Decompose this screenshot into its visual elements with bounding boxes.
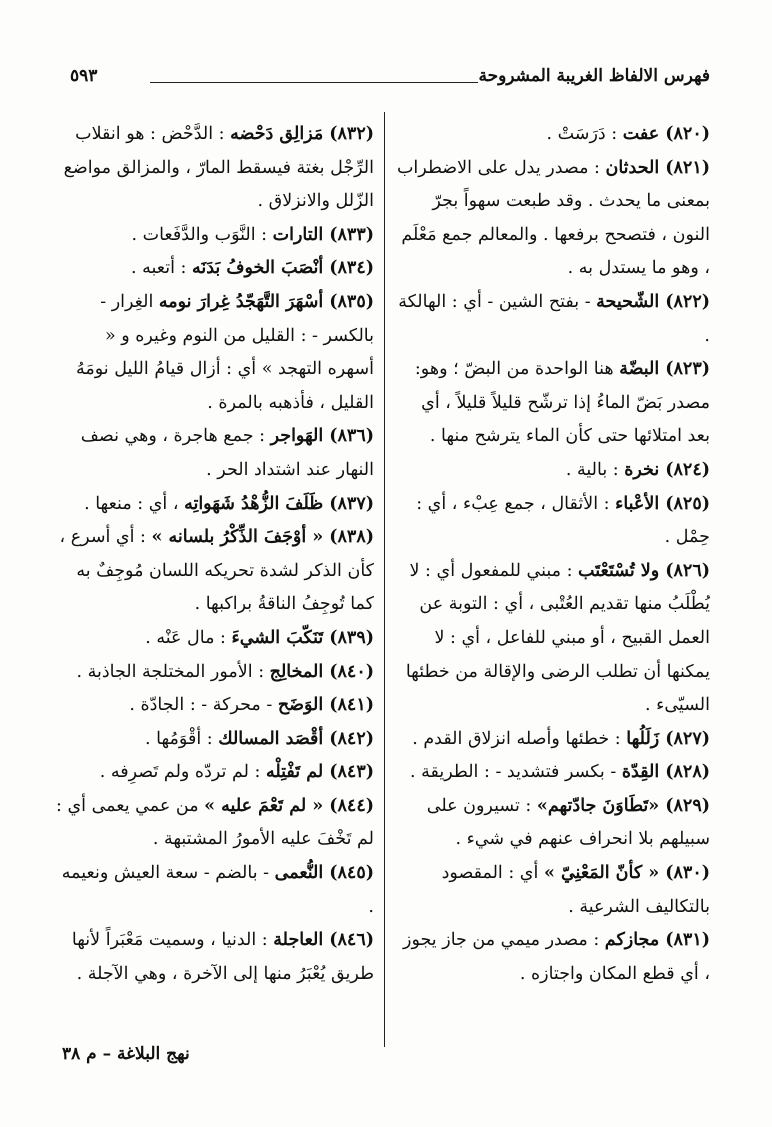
- entry-number: (٨٤٤): [329, 795, 374, 816]
- glossary-entry: [56, 656, 374, 690]
- entry-definition: الغِرار - بالكسر - : القليل من النوم وغيره و « أسهره التهجد » أي : أزال قيامُ الليل نومَهُ القليل ، فأذهبه بالمرة .: [76, 291, 374, 413]
- glossary-entry: [56, 219, 374, 253]
- entry-definition: : أي أسرع ، كأن الذكر لشدة تحريكه اللسان مُوجِفٌ به كما تُوجِفُ الناقةُ براكبها .: [59, 527, 374, 615]
- entry-number: (٨٢٠): [665, 124, 710, 144]
- glossary-entry: [395, 118, 710, 152]
- entry-definition: : جمع هاجرة ، وهي نصف النهار عند اشتداد الحر .: [80, 426, 374, 480]
- footer-signature: نهج البلاغة – م ٣٨: [62, 1044, 190, 1064]
- entry-number: (٨٣٤): [329, 258, 374, 279]
- glossary-entry: [56, 924, 374, 991]
- glossary-entry: [395, 454, 710, 488]
- entry-headword: مَزالِق دَحْضه: [230, 124, 324, 144]
- page-number: ٥٩٣: [70, 66, 98, 86]
- entry-headword: « أوْجَفَ الذِّكْرُ بلسانه »: [151, 527, 324, 548]
- entry-number: (٨٣١): [665, 930, 710, 951]
- entry-definition: : مال عَنْه .: [145, 627, 232, 648]
- entry-headword: أقْصَد المسالك: [218, 728, 324, 749]
- entry-headword: النُّعمى: [274, 863, 324, 884]
- entry-headword: التارات: [272, 224, 324, 245]
- entry-definition: : دَرَسَتْ .: [546, 124, 623, 144]
- header-rule: [150, 82, 478, 83]
- entry-definition: ، أي : منعها .: [84, 493, 185, 514]
- glossary-entry: [395, 756, 710, 790]
- entry-number: (٨٢٧): [665, 728, 710, 749]
- entry-definition: - بفتح الشين - أي : الهالكة .: [398, 291, 710, 346]
- entry-definition: : بالية .: [565, 459, 625, 480]
- page-header: [70, 66, 710, 96]
- entry-definition: : مصدر ميمي من جاز يجوز ، أي قطع المكان واجتازه .: [403, 930, 710, 984]
- glossary-entry: [56, 622, 374, 656]
- entry-headword: تَنَكّبَ الشيءَ: [231, 627, 324, 648]
- glossary-entry: [395, 857, 710, 924]
- entry-number: (٨٣٢): [329, 124, 374, 144]
- left-column: [56, 118, 374, 991]
- entry-headword: أسْهَرَ التَّهَجّدُ غِرارَ نومه: [158, 291, 324, 312]
- entry-definition: : الأمور المختلجة الجاذبة .: [76, 661, 270, 682]
- entry-number: (٨٢٨): [665, 762, 710, 783]
- entry-number: (٨٤٥): [329, 863, 374, 884]
- entry-number: (٨٢٩): [665, 795, 710, 816]
- entry-number: (٨٣٠): [665, 863, 710, 884]
- glossary-entry: [56, 723, 374, 757]
- glossary-entry: [56, 790, 374, 857]
- glossary-entry: [395, 152, 710, 286]
- entry-headword: زَلَلُها: [626, 728, 660, 749]
- glossary-entry: [56, 286, 374, 420]
- entry-definition: : أتعبه .: [130, 258, 192, 279]
- entry-headword: الوَضَح: [277, 695, 324, 716]
- entry-number: (٨٤٢): [329, 728, 374, 749]
- glossary-entry: [395, 286, 710, 353]
- entry-number: (٨٢١): [665, 157, 710, 178]
- glossary-entry: [56, 420, 374, 487]
- entry-definition: - محركة - : الجادّة .: [129, 695, 278, 716]
- glossary-entry: [56, 857, 374, 924]
- entry-number: (٨٤٠): [329, 661, 374, 682]
- entry-definition: : الدَّحْض : هو انقلاب الرِّجْل بغتة فيسقط المارّ ، والمزالق مواضع الزّلل والانزلاق .: [63, 124, 374, 212]
- entry-definition: : مصدر يدل على الاضطراب بمعنى ما يحدث . وقد طبعت سهواً بجرّ النون ، فتصحح برفعها . والمعالم جمع مَعْلَم ، وهو ما يستدل به .: [396, 157, 710, 279]
- entry-definition: : النَّوَب والدَّفَعات .: [131, 224, 273, 245]
- entry-headword: البضّة: [619, 359, 660, 380]
- entry-headword: ظَلَفَ الزُّهْدُ شَهَواتِه: [184, 493, 324, 514]
- entry-headword: « لم تَعْمَ عليه »: [204, 795, 324, 816]
- entry-definition: : تسيرون على سبيلهم بلا انحراف عنهم في شيء .: [426, 795, 710, 850]
- entry-definition: : الدنيا ، وسميت مَعْبَراً لأنها طريق يُعْبَرُ منها إلى الآخرة ، وهي الآجلة .: [71, 930, 374, 984]
- glossary-entry: [395, 924, 710, 991]
- entry-definition: : خطئها وأصله انزلاق القدم .: [412, 728, 627, 749]
- entry-number: (٨٤٣): [329, 762, 374, 783]
- entry-headword: الحدثان: [605, 157, 660, 178]
- entry-definition: أي : المقصود بالتكاليف الشرعية .: [441, 863, 710, 917]
- entry-definition: : لم تردّه ولم تَصرِفه .: [99, 762, 266, 783]
- entry-headword: الشّحيحة: [596, 291, 660, 312]
- entry-headword: الأعْباء: [615, 493, 660, 514]
- entry-number: (٨٣٣): [329, 224, 374, 245]
- glossary-entry: [395, 488, 710, 555]
- glossary-entry: [56, 252, 374, 286]
- entry-definition: : أقْوَمُها .: [145, 728, 219, 749]
- column-divider: [384, 112, 385, 1047]
- entry-number: (٨٣٥): [329, 291, 374, 312]
- glossary-entry: [395, 353, 710, 454]
- entry-number: (٨٣٩): [329, 627, 374, 648]
- glossary-entry: [395, 723, 710, 757]
- glossary-entry: [56, 521, 374, 622]
- entry-headword: مجازكم: [604, 930, 660, 951]
- entry-number: (٨٣٦): [329, 426, 374, 447]
- entry-headword: «تَطَاوَنَ جادّتهم»: [536, 795, 660, 816]
- entry-number: (٨٤٦): [329, 930, 374, 951]
- entry-definition: - بالضم - سعة العيش ونعيمه .: [61, 863, 374, 917]
- entry-number: (٨٣٨): [329, 527, 374, 548]
- entry-number: (٨٤١): [329, 695, 374, 716]
- entry-headword: نخرة: [624, 459, 660, 480]
- entry-headword: القِدّة: [621, 762, 660, 783]
- entry-definition: من عمي يعمى أي : لم تَخْفَ عليه الأمورُ المشتبهة .: [56, 795, 374, 850]
- right-column: [395, 118, 710, 991]
- entry-headword: العاجلة: [273, 930, 324, 951]
- entry-definition: - بكسر فتشديد - : الطريقة .: [409, 762, 622, 783]
- glossary-entry: [56, 118, 374, 219]
- entry-definition: : مبني للمفعول أي : لا يُطْلَبُ منها تقديم العُتْبى ، أي : التوبة عن العمل القبيح ، أو مبني للفاعل ، أي : لا يمكنها أن تطلب الرضى والإقالة من خطئها السيّىء .: [405, 560, 710, 716]
- entry-definition: : الأثقال ، جمع عِبْء ، أي : حِمْل .: [416, 493, 710, 548]
- entry-headword: « كأنّ المَعْنِيّ »: [543, 863, 660, 884]
- glossary-entry: [395, 790, 710, 857]
- entry-headword: ولا تُسْتَعْتَب: [578, 560, 660, 581]
- entry-number: (٨٢٤): [665, 459, 710, 480]
- entry-number: (٨٢٥): [665, 493, 710, 514]
- glossary-entry: [56, 756, 374, 790]
- entry-number: (٨٢٦): [665, 560, 710, 581]
- glossary-entry: [395, 555, 710, 723]
- entry-definition: هنا الواحدة من البضّ ؛ وهو: مصدر بَضّ الماءُ إذا ترشّح قليلاً قليلاً ، أي بعد امتلائها حتى كأن الماء يترشح منها .: [414, 359, 710, 447]
- glossary-entry: [56, 488, 374, 522]
- running-title: فهرس الالفاظ الغريبة المشروحة: [478, 66, 710, 86]
- glossary-entry: [56, 689, 374, 723]
- entry-number: (٨٢٢): [665, 291, 710, 312]
- entry-headword: أنْصَبَ الخوفُ بَدَنَه: [191, 258, 324, 279]
- entry-headword: لم تَفْتِلْه: [265, 762, 324, 783]
- entry-headword: الهَواجر: [270, 426, 324, 447]
- entry-number: (٨٣٧): [329, 493, 374, 514]
- entry-headword: عفت: [622, 124, 660, 144]
- entry-headword: المخالِج: [269, 661, 324, 682]
- entry-number: (٨٢٣): [665, 359, 710, 380]
